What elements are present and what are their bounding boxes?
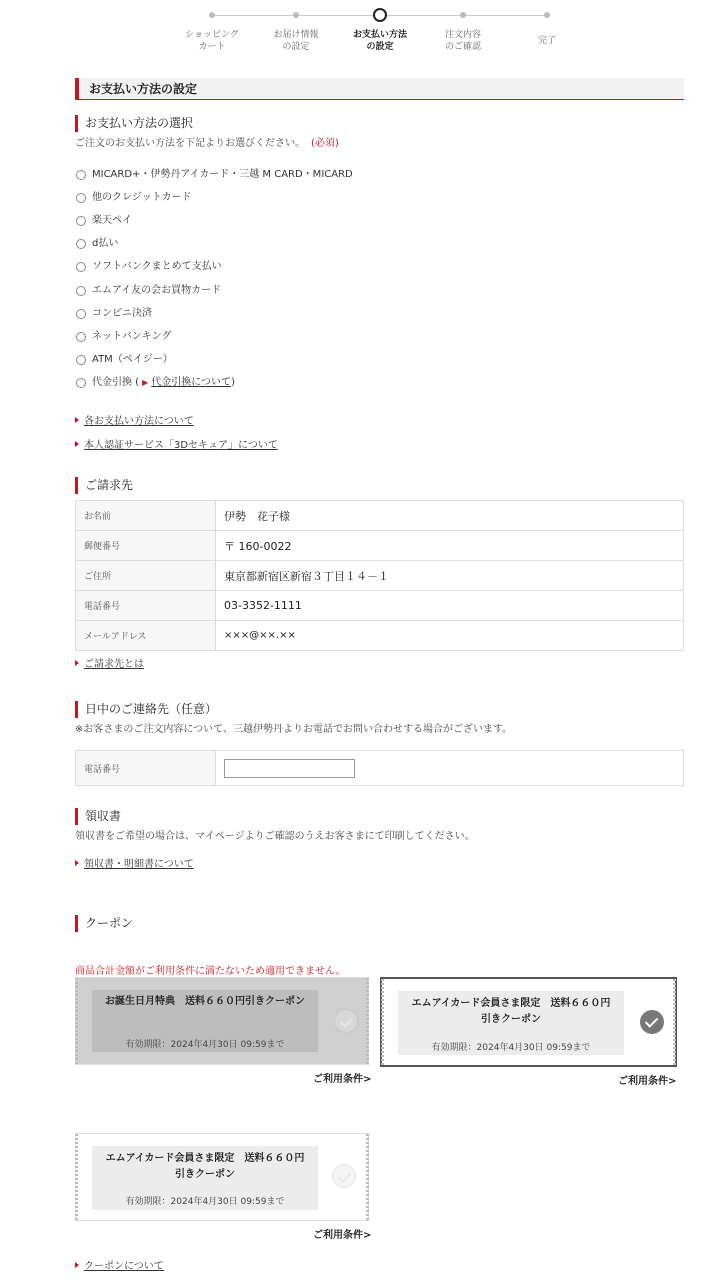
- payment-option-d-barai[interactable]: [76, 236, 476, 252]
- option-label: エムアイ友の会お買物カード: [92, 285, 222, 296]
- option-label: 他のクレジットカード: [92, 192, 192, 203]
- option-label: 楽天ペイ: [92, 215, 132, 226]
- row-label: 電話番号: [76, 751, 216, 786]
- step-label: お支払い方法 の設定: [352, 30, 407, 52]
- radio-button[interactable]: [76, 216, 86, 226]
- table-row: [76, 531, 684, 561]
- arrow-right-icon: [75, 441, 79, 447]
- radio-button[interactable]: [76, 170, 86, 180]
- coupon-terms-link[interactable]: ご利用条件>: [313, 1230, 372, 1241]
- radio-button[interactable]: [76, 193, 86, 203]
- row-value: [216, 751, 684, 786]
- billing-info-link[interactable]: [75, 658, 144, 672]
- payment-option-net-banking[interactable]: [76, 329, 476, 345]
- perforation-edge: [673, 979, 676, 1065]
- radio-button[interactable]: [76, 355, 86, 365]
- row-label: 電話番号: [76, 591, 216, 621]
- coupon-card-birthday: [75, 977, 369, 1065]
- arrow-right-icon: [75, 1262, 79, 1268]
- row-label: ご住所: [76, 561, 216, 591]
- table-row: [76, 561, 684, 591]
- row-value: 〒 160-0022: [216, 531, 684, 561]
- contact-section-heading: 日中のご連絡先（任意）: [75, 701, 217, 718]
- option-label: MICARD+・伊勢丹アイカード・三越 M CARD・MICARD: [92, 169, 353, 180]
- payment-option-micard[interactable]: [76, 167, 476, 183]
- step-label: お届け情報 の設定: [273, 30, 319, 52]
- option-label: コンビニ決済: [92, 308, 152, 319]
- table-row: [76, 751, 684, 786]
- instruction-text: ご注文のお支払い方法を下記よりお選びください。: [75, 138, 305, 149]
- payment-methods-info-link[interactable]: [75, 415, 194, 429]
- perforation-edge: [381, 979, 384, 1065]
- perforation-edge: [366, 1134, 369, 1220]
- 3d-secure-info-link[interactable]: [75, 439, 278, 453]
- contact-table: [75, 750, 684, 786]
- payment-option-other-credit[interactable]: [76, 190, 476, 206]
- contact-note: ※お客さまのご注文内容について、三越伊勢丹よりお電話でお問い合わせする場合がございます。: [75, 724, 513, 735]
- arrow-right-icon: [75, 860, 79, 866]
- payment-option-rakuten-pay[interactable]: [76, 213, 476, 229]
- checkout-stepper: [170, 0, 580, 60]
- billing-table: [75, 500, 684, 651]
- step-current-ring: [373, 8, 387, 22]
- page-title: お支払い方法の設定: [75, 78, 684, 100]
- coupon-title: お誕生日月特典 送料６６０円引きクーポン: [105, 996, 305, 1007]
- option-label: d払い: [92, 238, 119, 249]
- row-label: お名前: [76, 501, 216, 531]
- step-label: 注文内容 のご確認: [444, 30, 481, 52]
- payment-option-cod[interactable]: [76, 375, 476, 391]
- radio-button[interactable]: [76, 332, 86, 342]
- radio-button[interactable]: [76, 309, 86, 319]
- check-icon[interactable]: [640, 1010, 664, 1034]
- step-dot: [209, 12, 215, 18]
- cod-label: 代金引換: [92, 377, 132, 388]
- table-row: [76, 501, 684, 531]
- radio-button[interactable]: [76, 239, 86, 249]
- table-row: [76, 591, 684, 621]
- daytime-phone-input[interactable]: [224, 759, 355, 778]
- coupon-warning: 商品合計金額がご利用条件に満たないため適用できません。: [75, 966, 346, 977]
- perforation-edge: [75, 1134, 78, 1220]
- payment-option-convenience[interactable]: [76, 306, 476, 322]
- option-label: ATM（ペイジー）: [92, 354, 173, 365]
- step-dot: [544, 12, 550, 18]
- red-arrow-icon: ▶: [142, 378, 149, 387]
- arrow-right-icon: [75, 417, 79, 423]
- link-text: 本人認証サービス「3Dセキュア」について: [84, 440, 278, 451]
- billing-section-heading: ご請求先: [75, 477, 133, 494]
- coupon-info-link[interactable]: [75, 1260, 164, 1274]
- link-text: 領収書・明細書について: [84, 859, 194, 870]
- coupon-title: エムアイカード会員さま限定 送料６６０円 引きクーポン: [105, 1153, 305, 1180]
- payment-section-heading: お支払い方法の選択: [75, 115, 193, 132]
- radio-button[interactable]: [76, 378, 86, 388]
- table-row: [76, 621, 684, 651]
- radio-button[interactable]: [76, 286, 86, 296]
- receipt-section-heading: 領収書: [75, 808, 121, 825]
- receipt-note: 領収書をご希望の場合は、マイページよりご確認のうえお客さまにて印刷してください。: [75, 831, 475, 842]
- step-dot: [460, 12, 466, 18]
- receipt-info-link[interactable]: [75, 858, 194, 872]
- payment-instruction: [75, 137, 339, 151]
- row-value: 東京都新宿区新宿３丁目１４－１: [216, 561, 684, 591]
- row-label: メールアドレス: [76, 621, 216, 651]
- coupon-terms-link[interactable]: ご利用条件>: [313, 1074, 372, 1085]
- step-dot: [293, 12, 299, 18]
- arrow-right-icon: [75, 660, 79, 666]
- link-text: 各お支払い方法について: [84, 416, 194, 427]
- coupon-title: エムアイカード会員さま限定 送料６６０円 引きクーポン: [411, 998, 611, 1025]
- option-label: ソフトバンクまとめて支払い: [92, 261, 222, 272]
- payment-option-atm[interactable]: [76, 352, 476, 368]
- coupon-card-micard[interactable]: [75, 1133, 369, 1221]
- row-value: ×××@××.××: [216, 621, 684, 651]
- coupon-body: [92, 990, 318, 1052]
- link-text: クーポンについて: [84, 1261, 164, 1272]
- radio-button[interactable]: [76, 262, 86, 272]
- cod-info-link[interactable]: 代金引換について: [151, 377, 232, 388]
- row-label: 郵便番号: [76, 531, 216, 561]
- coupon-expiry: 有効期限：2024年4月30日 09:59まで: [431, 1043, 591, 1053]
- perforation-edge: [366, 978, 369, 1064]
- payment-option-softbank[interactable]: [76, 259, 476, 275]
- option-label-cod: 代金引換 ( ▶ 代金引換について): [92, 377, 235, 388]
- step-label: 完了: [537, 36, 556, 46]
- coupon-terms-link[interactable]: ご利用条件>: [618, 1076, 677, 1087]
- row-value: 03-3352-1111: [216, 591, 684, 621]
- step-label: ショッピング カート: [185, 30, 239, 52]
- required-label: (必須): [311, 138, 339, 149]
- coupon-card-micard-selected[interactable]: [380, 977, 677, 1067]
- coupon-body: [398, 991, 624, 1055]
- perforation-edge: [75, 978, 78, 1064]
- link-text: ご請求先とは: [84, 659, 144, 670]
- coupon-section-heading: クーポン: [75, 915, 133, 932]
- payment-option-mi-tomonokai[interactable]: [76, 283, 476, 299]
- row-value: 伊勢 花子様: [216, 501, 684, 531]
- coupon-expiry: 有効期限：2024年4月30日 09:59まで: [125, 1040, 285, 1050]
- option-label: ネットバンキング: [92, 331, 172, 342]
- check-icon[interactable]: [332, 1164, 356, 1188]
- check-icon: [334, 1009, 358, 1033]
- coupon-body: [92, 1146, 318, 1210]
- coupon-expiry: 有効期限：2024年4月30日 09:59まで: [125, 1197, 285, 1207]
